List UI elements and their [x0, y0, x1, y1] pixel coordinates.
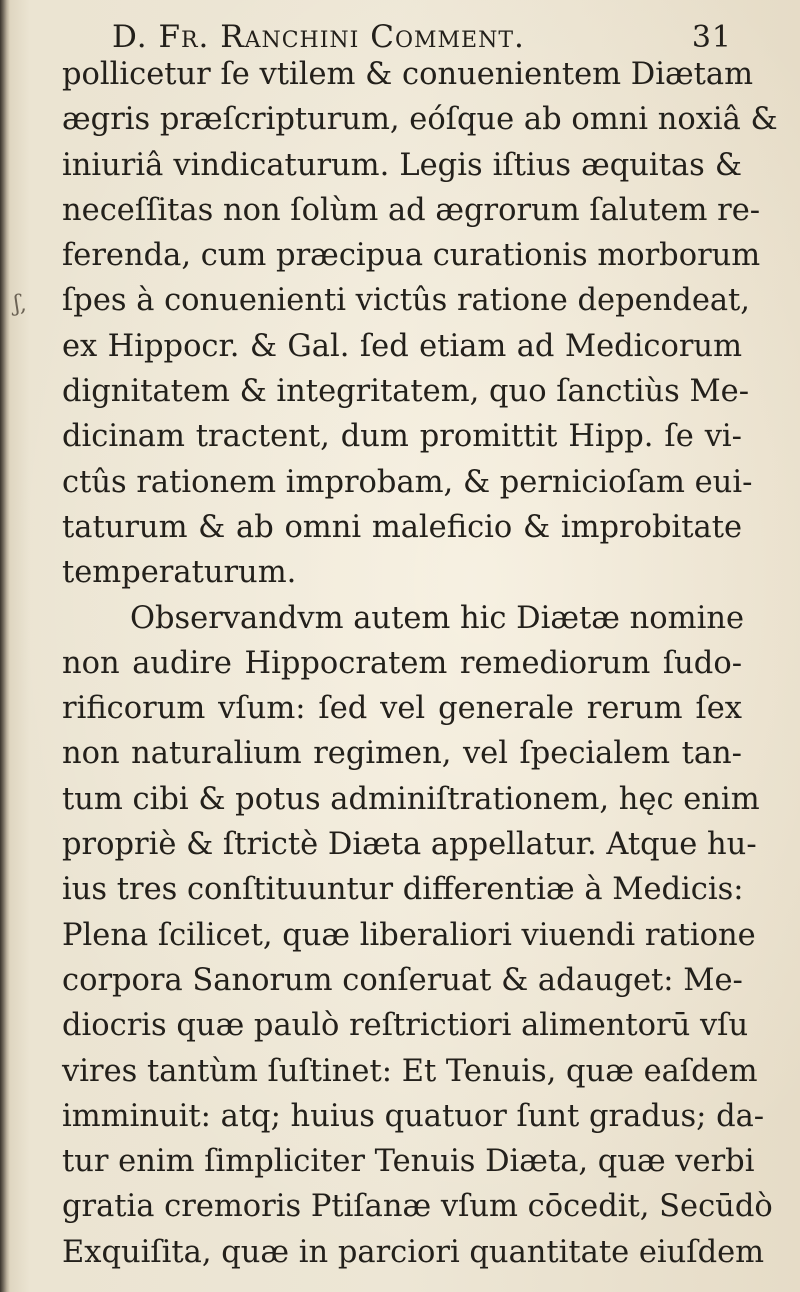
- text-line: temperaturum.: [62, 555, 297, 591]
- text-line: pollicetur ſe vtilem & conuenientem Diætam: [62, 57, 754, 92]
- text-line: vires tantùm ſuſtinet: Et Tenuis, quæ eaſdem: [62, 1053, 758, 1089]
- text-line: ſpes à conuenienti victûs ratione dependeat,: [62, 283, 751, 319]
- text-line: dicinam tractent, dum promittit Hipp. ſe vi-: [62, 419, 742, 455]
- text-line: imminuit: atq; huius quatuor ſunt gradus; da-: [62, 1098, 765, 1134]
- text-line: neceſſitas non ſolùm ad ægrorum ſalutem re-: [62, 192, 761, 228]
- text-line: Exquiſita, quæ in parciori quantitate eiuſdem: [62, 1234, 765, 1270]
- text-line: non audire Hippocratem remediorum ſudo-: [62, 645, 742, 681]
- text-line: dignitatem & integritatem, quo ſanctiùs Me-: [62, 374, 750, 410]
- text-line: tur enim ſimpliciter Tenuis Diæta, quæ verbi: [62, 1144, 755, 1180]
- text-line: propriè & ſtrictè Diæta appellatur. Atque hu-: [62, 827, 757, 863]
- text-line: ægris præſcripturum, eóſque ab omni noxiâ &: [62, 102, 778, 138]
- paragraph-start-line: Observandvm autem hic Diætæ nomine: [130, 600, 745, 636]
- text-line: non naturalium regimen, vel ſpecialem tan-: [62, 736, 742, 772]
- book-spine-edge: [0, 0, 10, 1292]
- margin-mark: ʃ,: [14, 292, 27, 317]
- text-line: diocris quæ paulò reſtrictiori alimentorū vſu: [62, 1008, 749, 1044]
- text-line: gratia cremoris Ptiſanæ vſum cōcedit, Secūdò: [62, 1189, 773, 1225]
- page-number: 31: [691, 19, 732, 55]
- text-line: Plena ſcilicet, quæ liberaliori viuendi ratione: [62, 917, 756, 953]
- text-line: taturum & ab omni maleficio & improbitate: [62, 509, 742, 545]
- text-line: ferenda, cum præcipua curationis morborum: [62, 238, 761, 274]
- text-line: iniuriâ vindicaturum. Legis iſtius æquitas &: [62, 147, 742, 183]
- text-line: tum cibi & potus adminiſtrationem, hęc enim: [62, 781, 760, 817]
- text-line: ex Hippocr. & Gal. ſed etiam ad Medicorum: [62, 328, 742, 364]
- running-title: D. Fr. Ranchini Comment.: [112, 19, 525, 55]
- body-text: [62, 52, 778, 1275]
- text-line: ius tres conſtituuntur differentiæ à Medicis:: [62, 872, 744, 908]
- text-line: corpora Sanorum conſeruat & adauget: Me-: [62, 962, 743, 998]
- text-line: ctûs rationem improbam, & pernicioſam eui-: [62, 464, 753, 500]
- text-line: rificorum vſum: ſed vel generale rerum ſex: [62, 691, 742, 727]
